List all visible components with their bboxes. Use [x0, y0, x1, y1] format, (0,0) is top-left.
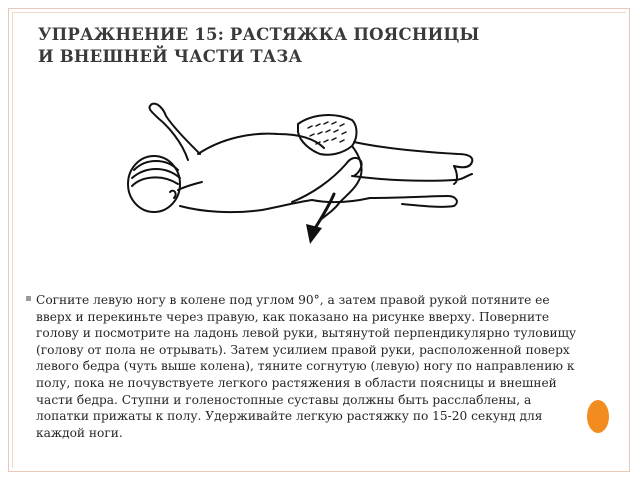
decorative-orange-circle [587, 400, 609, 433]
right-arm [292, 158, 362, 202]
exercise-illustration [102, 98, 482, 250]
bullet-marker [26, 296, 31, 301]
slide-title-line-2: И ВНЕШНЕЙ ЧАСТИ ТАЗА [38, 47, 303, 66]
instruction-block [26, 292, 582, 441]
straight-leg [354, 142, 472, 167]
slide-title [38, 24, 558, 68]
raised-arm [150, 104, 200, 160]
slide-title-line-1: УПРАЖНЕНИЕ 15: РАСТЯЖКА ПОЯСНИЦЫ [38, 25, 480, 44]
shorts [298, 115, 357, 155]
instruction-text: Согните левую ногу в колене под углом 90°, а затем правой рукой потяните ее вверх и перекиньте через правую, как показано на рисунке вверху. Поверните голову и посмотрите на ладонь левой руки, вытянутой перпендикулярно туловищу (голову от пола не отрывать). Затем усилием правой руки, расположенной поверх левого бедра (чуть выше колена), тяните согнутую (левую) ногу по направлению к полу, пока не почувствуете легкого растяжения в области поясницы и внешней части бедра. Ступни и голеностопные суставы должны быть расслаблены, а лопатки прижаты к полу. Удерживайте легкую растяжку по 15-20 секунд для каждой ноги. [36, 293, 577, 440]
bent-leg [340, 146, 362, 202]
